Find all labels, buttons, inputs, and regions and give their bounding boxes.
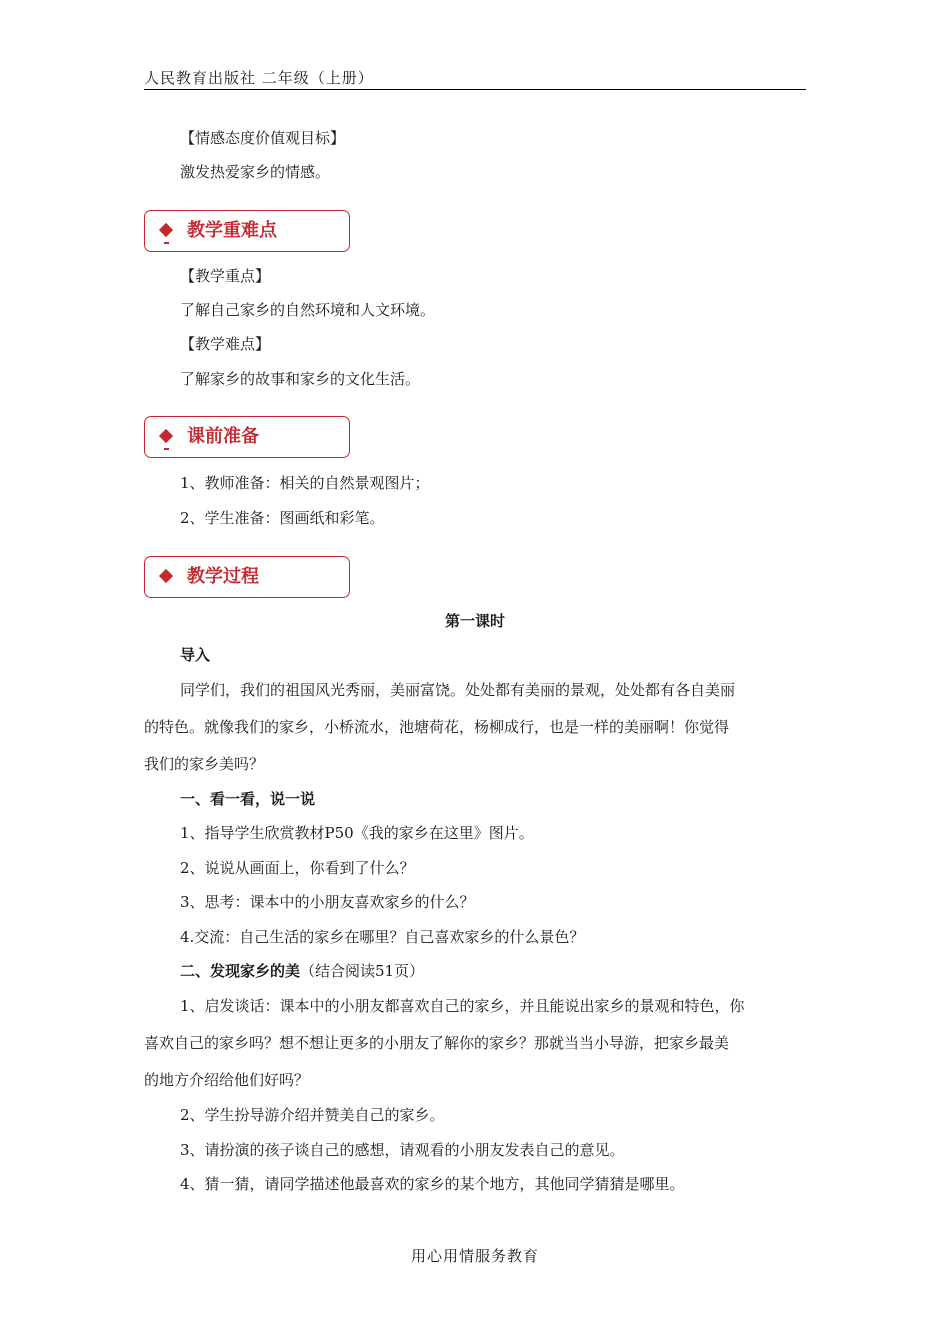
lesson-title: 第一课时 xyxy=(444,612,505,630)
difficulty-heading: 【教学难点】 xyxy=(180,335,271,353)
intro-heading: 导入 xyxy=(180,646,211,664)
header-divider xyxy=(144,89,806,90)
diamond-icon xyxy=(159,429,173,443)
tick-mark xyxy=(164,448,169,450)
paragraph-line: 喜欢自己的家乡吗？想不想让更多的小朋友了解你的家乡？那就当当小导游，把家乡最美 xyxy=(144,1034,730,1052)
section-title: 课前准备 xyxy=(187,426,259,447)
section-title: 教学过程 xyxy=(187,566,259,587)
diamond-icon xyxy=(159,569,173,583)
list-item: 3、请扮演的孩子谈自己的感想，请观看的小朋友发表自己的意见。 xyxy=(180,1141,625,1159)
list-item: 4.交流：自己生活的家乡在哪里？自己喜欢家乡的什么景色？ xyxy=(180,928,585,946)
paragraph-line: 1、启发谈话：课本中的小朋友都喜欢自己的家乡，并且能说出家乡的景观和特色，你 xyxy=(180,997,745,1015)
list-item: 2、说说从画面上，你看到了什么？ xyxy=(180,859,415,877)
paragraph-line: 同学们，我们的祖国风光秀丽，美丽富饶。处处都有美丽的景观，处处都有各自美丽 xyxy=(180,681,736,699)
list-item: 2、学生扮导游介绍并赞美自己的家乡。 xyxy=(180,1106,445,1124)
goals-heading: 【情感态度价值观目标】 xyxy=(180,129,346,147)
paragraph-line: 的地方介绍给他们好吗？ xyxy=(144,1071,310,1089)
list-item: 4、猜一猜，请同学描述他最喜欢的家乡的某个地方，其他同学猜猜是哪里。 xyxy=(180,1175,685,1193)
paragraph-line: 的特色。就像我们的家乡，小桥流水，池塘荷花，杨柳成行，也是一样的美丽啊！你觉得 xyxy=(144,718,730,736)
list-item: 1、指导学生欣赏教材P50《我的家乡在这里》图片。 xyxy=(180,824,534,842)
difficulty-text: 了解家乡的故事和家乡的文化生活。 xyxy=(180,370,421,388)
paragraph-line: 我们的家乡美吗？ xyxy=(144,755,265,773)
part2-note: （结合阅读51页） xyxy=(300,962,425,980)
focus-heading: 【教学重点】 xyxy=(180,267,271,285)
focus-text: 了解自己家乡的自然环境和人文环境。 xyxy=(180,301,436,319)
list-item: 2、学生准备：图画纸和彩笔。 xyxy=(180,509,385,527)
section-preparation xyxy=(144,416,350,458)
section-key-points xyxy=(144,210,350,252)
list-item: 1、教师准备：相关的自然景观图片； xyxy=(180,474,430,492)
diamond-icon xyxy=(159,223,173,237)
section-title: 教学重难点 xyxy=(187,220,277,241)
page-footer: 用心用情服务教育 xyxy=(410,1247,539,1265)
section-process xyxy=(144,556,350,598)
page-header: 人民教育出版社 二年级（上册） xyxy=(144,69,374,87)
tick-mark xyxy=(164,242,169,244)
part2-heading: 二、发现家乡的美 xyxy=(180,962,301,980)
goals-text: 激发热爱家乡的情感。 xyxy=(180,163,331,181)
part2-heading-row xyxy=(180,961,424,981)
list-item: 3、思考：课本中的小朋友喜欢家乡的什么？ xyxy=(180,893,475,911)
part1-heading: 一、看一看，说一说 xyxy=(180,790,316,808)
